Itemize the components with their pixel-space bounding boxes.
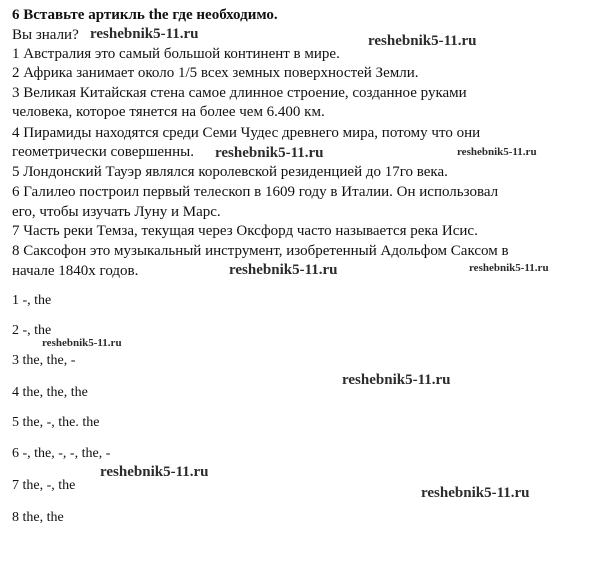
watermark: reshebnik5-11.ru (342, 372, 451, 388)
answer-5: 5 the, -, the. the (12, 415, 100, 430)
sentence-1: 1 Австралия это самый большой континент в мире. (12, 46, 340, 62)
watermark: reshebnik5-11.ru (215, 145, 324, 161)
answer-2: 2 -, the (12, 323, 52, 338)
watermark: reshebnik5-11.ru (229, 262, 338, 278)
sentence-3-line-2: человека, которое тянется на более чем 6.400 км. (12, 104, 325, 120)
sentence-8-line-2: начале 1840х годов. (12, 263, 139, 279)
sentence-4-line-2: геометрически совершенны. (12, 144, 194, 160)
sentence-3-line-1: 3 Великая Китайская стена самое длинное строение, созданное руками (12, 85, 467, 101)
intro-text: Вы знали? (12, 27, 79, 43)
sentence-6-line-2: его, чтобы изучать Луну и Марс. (12, 204, 221, 220)
watermark: reshebnik5-11.ru (100, 464, 209, 480)
sentence-5: 5 Лондонский Тауэр являлся королевской резиденцией до 17го века. (12, 164, 448, 180)
answer-8: 8 the, the (12, 510, 64, 525)
sentence-8-line-1: 8 Саксофон это музыкальный инструмент, изобретенный Адольфом Саксом в (12, 243, 509, 259)
answer-6: 6 -, the, -, -, the, - (12, 446, 111, 461)
watermark: reshebnik5-11.ru (368, 33, 477, 49)
sentence-2: 2 Африка занимает около 1/5 всех земных поверхностей Земли. (12, 65, 419, 81)
watermark: reshebnik5-11.ru (457, 146, 537, 158)
sentence-4-line-1: 4 Пирамиды находятся среди Семи Чудес древнего мира, потому что они (12, 125, 481, 141)
watermark: reshebnik5-11.ru (469, 262, 549, 274)
answer-4: 4 the, the, the (12, 385, 88, 400)
answer-1: 1 -, the (12, 293, 52, 308)
watermark: reshebnik5-11.ru (90, 26, 199, 42)
sentence-6-line-1: 6 Галилео построил первый телескоп в 1609 году в Италии. Он использовал (12, 184, 499, 200)
exercise-title: 6 Вставьте артикль the где необходимо. (12, 7, 278, 23)
answer-7: 7 the, -, the (12, 478, 76, 493)
sentence-7: 7 Часть реки Темза, текущая через Оксфорд часто называется река Исис. (12, 223, 478, 239)
watermark: reshebnik5-11.ru (421, 485, 530, 501)
watermark: reshebnik5-11.ru (42, 337, 122, 349)
answer-3: 3 the, the, - (12, 353, 76, 368)
